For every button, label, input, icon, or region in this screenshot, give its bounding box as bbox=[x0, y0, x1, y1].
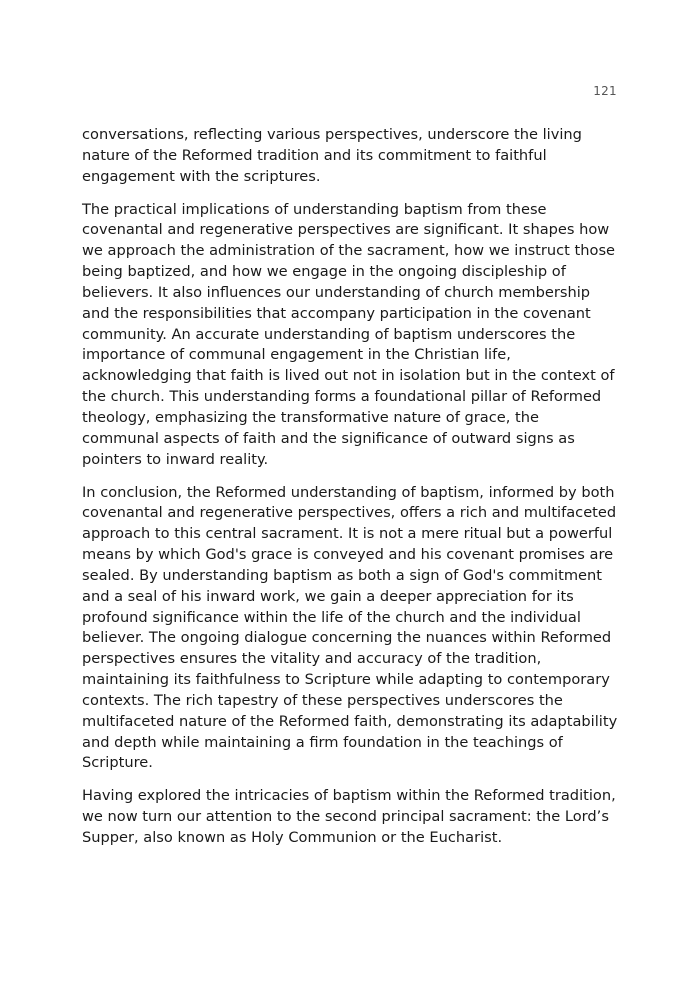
paragraph-continuation: conversations, reflecting various perspectives, underscore the living nature of the Reformed tradition and its commitment to faithful engagement with the scriptures. bbox=[82, 126, 582, 185]
body-text bbox=[82, 125, 618, 861]
paragraph-transition: Having explored the intricacies of baptism within the Reformed tradition, we now turn our attention to the second principal sacrament: the Lord’s Supper, also known as Holy Communion or the Eucharist. bbox=[82, 787, 616, 846]
paragraph-practical-implications: The practical implications of understanding baptism from these covenantal and regenerative perspectives are significant. It shapes how we approach the administration of the sacrament, how we instruct those being baptized, and how we engage in the ongoing discipleship of believers. It also influences our understanding of church membership and the responsibilities that accompany participation in the covenant community. An accurate understanding of baptism underscores the importance of communal engagement in the Christian life, acknowledging that faith is lived out not in isolation but in the context of the church. This understanding forms a foundational pillar of Reformed theology, emphasizing the transformative nature of grace, the communal aspects of faith and the significance of outward signs as pointers to inward reality. bbox=[82, 200, 616, 468]
paragraph-conclusion: In conclusion, the Reformed understanding of baptism, informed by both covenantal and regenerative perspectives, offers a rich and multifaceted approach to this central sacrament. It is not a mere ritual but a powerful means by which God's grace is conveyed and his covenant promises are sealed. By understanding baptism as both a sign of God's commitment and a seal of his inward work, we gain a deeper appreciation for its profound significance within the life of the church and the individual believer. The ongoing dialogue concerning the nuances within Reformed perspectives ensures the vitality and accuracy of the tradition, maintaining its faithfulness to Scripture while adapting to contemporary contexts. The rich tapestry of these perspectives underscores the multifaceted nature of the Reformed faith, demonstrating its adaptability and depth while maintaining a firm foundation in the teachings of Scripture. bbox=[82, 483, 618, 772]
page-number: 121 bbox=[593, 84, 617, 98]
